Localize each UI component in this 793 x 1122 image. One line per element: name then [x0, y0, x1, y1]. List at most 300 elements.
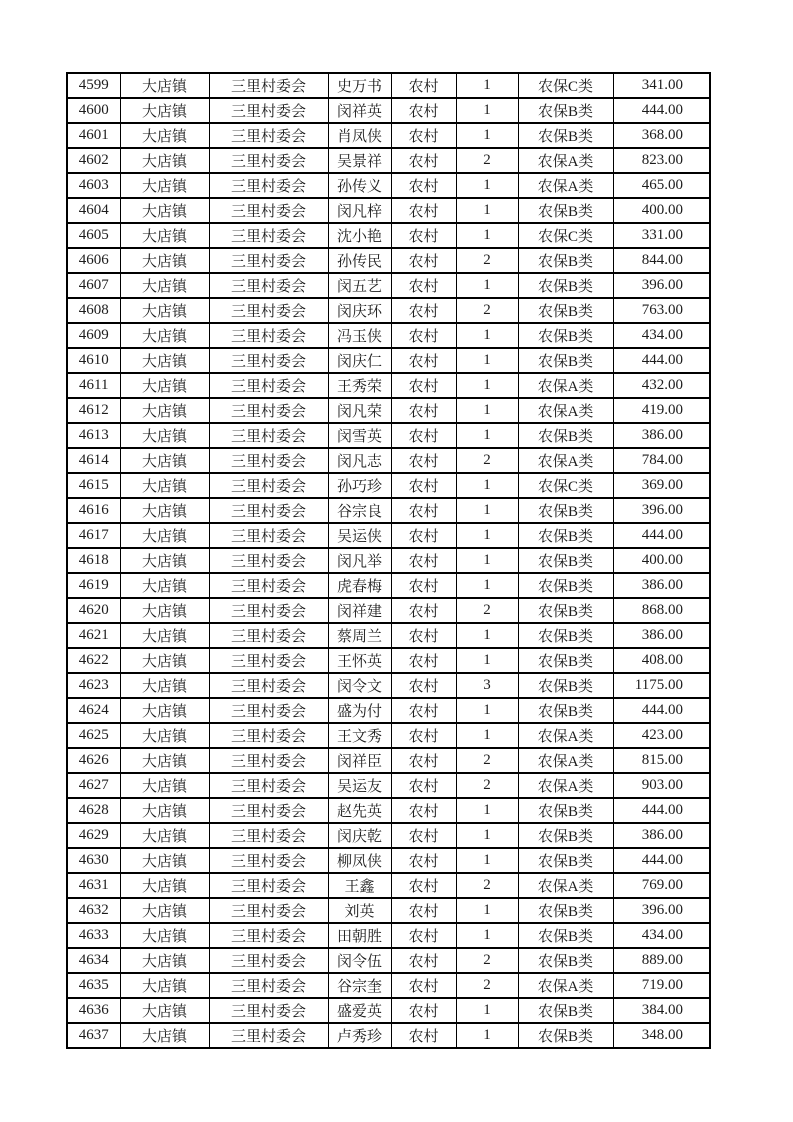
cell-amount: 784.00 — [613, 448, 710, 473]
table-row — [67, 73, 710, 98]
cell-person-count: 1 — [456, 798, 518, 823]
table-row — [67, 223, 710, 248]
cell-village-committee: 三里村委会 — [209, 373, 328, 398]
cell-town: 大店镇 — [120, 398, 209, 423]
cell-category: 农村 — [391, 923, 456, 948]
cell-category: 农村 — [391, 173, 456, 198]
cell-insurance-type: 农保B类 — [518, 98, 613, 123]
cell-village-committee: 三里村委会 — [209, 1023, 328, 1048]
cell-row-number: 4615 — [67, 473, 120, 498]
cell-person-name: 王文秀 — [328, 723, 391, 748]
cell-row-number: 4634 — [67, 948, 120, 973]
cell-person-name: 田朝胜 — [328, 923, 391, 948]
cell-town: 大店镇 — [120, 498, 209, 523]
cell-insurance-type: 农保B类 — [518, 498, 613, 523]
cell-category: 农村 — [391, 823, 456, 848]
cell-person-name: 卢秀珍 — [328, 1023, 391, 1048]
cell-village-committee: 三里村委会 — [209, 598, 328, 623]
table-row — [67, 898, 710, 923]
cell-category: 农村 — [391, 148, 456, 173]
table-row — [67, 948, 710, 973]
cell-person-name: 闵雪英 — [328, 423, 391, 448]
cell-person-count: 2 — [456, 748, 518, 773]
table-row — [67, 198, 710, 223]
table-row — [67, 773, 710, 798]
cell-row-number: 4602 — [67, 148, 120, 173]
table-row — [67, 298, 710, 323]
cell-amount: 386.00 — [613, 823, 710, 848]
cell-village-committee: 三里村委会 — [209, 223, 328, 248]
cell-category: 农村 — [391, 348, 456, 373]
cell-town: 大店镇 — [120, 548, 209, 573]
cell-amount: 444.00 — [613, 348, 710, 373]
cell-amount: 903.00 — [613, 773, 710, 798]
cell-person-count: 1 — [456, 698, 518, 723]
cell-amount: 763.00 — [613, 298, 710, 323]
cell-town: 大店镇 — [120, 373, 209, 398]
cell-person-count: 1 — [456, 998, 518, 1023]
cell-row-number: 4608 — [67, 298, 120, 323]
cell-person-name: 闵凡荣 — [328, 398, 391, 423]
cell-insurance-type: 农保A类 — [518, 973, 613, 998]
cell-person-name: 谷宗奎 — [328, 973, 391, 998]
cell-row-number: 4600 — [67, 98, 120, 123]
cell-town: 大店镇 — [120, 873, 209, 898]
cell-insurance-type: 农保B类 — [518, 273, 613, 298]
subsidy-table — [66, 72, 711, 1049]
cell-person-name: 赵先英 — [328, 798, 391, 823]
cell-town: 大店镇 — [120, 948, 209, 973]
cell-row-number: 4612 — [67, 398, 120, 423]
table-row — [67, 973, 710, 998]
cell-category: 农村 — [391, 73, 456, 98]
cell-row-number: 4613 — [67, 423, 120, 448]
table-row — [67, 448, 710, 473]
cell-amount: 1175.00 — [613, 673, 710, 698]
cell-person-name: 闵五艺 — [328, 273, 391, 298]
cell-village-committee: 三里村委会 — [209, 523, 328, 548]
cell-person-count: 1 — [456, 123, 518, 148]
table-row — [67, 648, 710, 673]
cell-category: 农村 — [391, 398, 456, 423]
cell-person-count: 1 — [456, 323, 518, 348]
cell-town: 大店镇 — [120, 723, 209, 748]
cell-insurance-type: 农保A类 — [518, 173, 613, 198]
cell-category: 农村 — [391, 473, 456, 498]
cell-amount: 419.00 — [613, 398, 710, 423]
cell-village-committee: 三里村委会 — [209, 548, 328, 573]
cell-person-name: 闵凡举 — [328, 548, 391, 573]
cell-person-count: 2 — [456, 598, 518, 623]
cell-row-number: 4628 — [67, 798, 120, 823]
cell-person-name: 吴运侠 — [328, 523, 391, 548]
cell-amount: 396.00 — [613, 273, 710, 298]
cell-insurance-type: 农保B类 — [518, 848, 613, 873]
cell-person-name: 孙传义 — [328, 173, 391, 198]
cell-category: 农村 — [391, 948, 456, 973]
cell-amount: 368.00 — [613, 123, 710, 148]
cell-row-number: 4624 — [67, 698, 120, 723]
cell-category: 农村 — [391, 523, 456, 548]
cell-amount: 465.00 — [613, 173, 710, 198]
cell-amount: 396.00 — [613, 898, 710, 923]
cell-row-number: 4625 — [67, 723, 120, 748]
cell-person-name: 闵凡梓 — [328, 198, 391, 223]
cell-insurance-type: 农保C类 — [518, 473, 613, 498]
cell-town: 大店镇 — [120, 198, 209, 223]
cell-town: 大店镇 — [120, 323, 209, 348]
table-row — [67, 348, 710, 373]
cell-person-name: 闵凡志 — [328, 448, 391, 473]
cell-row-number: 4605 — [67, 223, 120, 248]
cell-person-count: 1 — [456, 548, 518, 573]
cell-person-count: 1 — [456, 898, 518, 923]
cell-amount: 444.00 — [613, 798, 710, 823]
table-row — [67, 923, 710, 948]
cell-row-number: 4601 — [67, 123, 120, 148]
cell-person-count: 1 — [456, 273, 518, 298]
cell-category: 农村 — [391, 448, 456, 473]
cell-amount: 444.00 — [613, 98, 710, 123]
cell-town: 大店镇 — [120, 523, 209, 548]
table-row — [67, 473, 710, 498]
table-row — [67, 123, 710, 148]
table-row — [67, 323, 710, 348]
cell-person-name: 王怀英 — [328, 648, 391, 673]
cell-person-count: 1 — [456, 398, 518, 423]
cell-insurance-type: 农保B类 — [518, 923, 613, 948]
table-row — [67, 1023, 710, 1048]
cell-village-committee: 三里村委会 — [209, 323, 328, 348]
cell-village-committee: 三里村委会 — [209, 773, 328, 798]
cell-row-number: 4616 — [67, 498, 120, 523]
cell-amount: 331.00 — [613, 223, 710, 248]
cell-village-committee: 三里村委会 — [209, 198, 328, 223]
cell-person-name: 蔡周兰 — [328, 623, 391, 648]
cell-person-name: 王鑫 — [328, 873, 391, 898]
cell-insurance-type: 农保B类 — [518, 648, 613, 673]
cell-category: 农村 — [391, 548, 456, 573]
cell-person-count: 1 — [456, 98, 518, 123]
cell-town: 大店镇 — [120, 73, 209, 98]
cell-person-name: 盛爱英 — [328, 998, 391, 1023]
cell-person-count: 1 — [456, 223, 518, 248]
cell-amount: 815.00 — [613, 748, 710, 773]
cell-village-committee: 三里村委会 — [209, 673, 328, 698]
table-row — [67, 523, 710, 548]
cell-person-name: 闵庆仁 — [328, 348, 391, 373]
cell-person-name: 闵令文 — [328, 673, 391, 698]
cell-town: 大店镇 — [120, 223, 209, 248]
table-row — [67, 498, 710, 523]
table-row — [67, 823, 710, 848]
table-row — [67, 373, 710, 398]
cell-village-committee: 三里村委会 — [209, 748, 328, 773]
cell-person-count: 2 — [456, 448, 518, 473]
cell-town: 大店镇 — [120, 123, 209, 148]
cell-amount: 444.00 — [613, 848, 710, 873]
cell-person-count: 1 — [456, 1023, 518, 1048]
table-row — [67, 848, 710, 873]
cell-amount: 769.00 — [613, 873, 710, 898]
cell-insurance-type: 农保A类 — [518, 723, 613, 748]
cell-person-count: 2 — [456, 948, 518, 973]
cell-village-committee: 三里村委会 — [209, 348, 328, 373]
cell-category: 农村 — [391, 123, 456, 148]
cell-town: 大店镇 — [120, 923, 209, 948]
cell-person-count: 1 — [456, 723, 518, 748]
cell-person-count: 2 — [456, 148, 518, 173]
cell-village-committee: 三里村委会 — [209, 473, 328, 498]
cell-category: 农村 — [391, 498, 456, 523]
cell-person-name: 闵庆环 — [328, 298, 391, 323]
cell-insurance-type: 农保A类 — [518, 873, 613, 898]
cell-category: 农村 — [391, 973, 456, 998]
cell-insurance-type: 农保B类 — [518, 698, 613, 723]
cell-amount: 432.00 — [613, 373, 710, 398]
cell-amount: 444.00 — [613, 523, 710, 548]
table-row — [67, 248, 710, 273]
cell-person-count: 1 — [456, 848, 518, 873]
cell-row-number: 4635 — [67, 973, 120, 998]
cell-row-number: 4614 — [67, 448, 120, 473]
cell-insurance-type: 农保A类 — [518, 773, 613, 798]
cell-person-count: 1 — [456, 373, 518, 398]
cell-village-committee: 三里村委会 — [209, 298, 328, 323]
table-row — [67, 398, 710, 423]
cell-row-number: 4633 — [67, 923, 120, 948]
cell-category: 农村 — [391, 273, 456, 298]
cell-category: 农村 — [391, 998, 456, 1023]
cell-town: 大店镇 — [120, 998, 209, 1023]
cell-village-committee: 三里村委会 — [209, 973, 328, 998]
cell-person-count: 3 — [456, 673, 518, 698]
cell-amount: 823.00 — [613, 148, 710, 173]
cell-village-committee: 三里村委会 — [209, 423, 328, 448]
cell-village-committee: 三里村委会 — [209, 98, 328, 123]
cell-row-number: 4604 — [67, 198, 120, 223]
cell-amount: 386.00 — [613, 623, 710, 648]
cell-row-number: 4622 — [67, 648, 120, 673]
cell-village-committee: 三里村委会 — [209, 898, 328, 923]
cell-category: 农村 — [391, 873, 456, 898]
cell-person-name: 沈小艳 — [328, 223, 391, 248]
cell-insurance-type: 农保B类 — [518, 898, 613, 923]
cell-town: 大店镇 — [120, 298, 209, 323]
cell-person-name: 闵祥臣 — [328, 748, 391, 773]
table-row — [67, 873, 710, 898]
cell-village-committee: 三里村委会 — [209, 648, 328, 673]
cell-category: 农村 — [391, 298, 456, 323]
cell-insurance-type: 农保B类 — [518, 523, 613, 548]
cell-town: 大店镇 — [120, 448, 209, 473]
cell-person-name: 刘英 — [328, 898, 391, 923]
cell-village-committee: 三里村委会 — [209, 623, 328, 648]
cell-village-committee: 三里村委会 — [209, 148, 328, 173]
table-row — [67, 273, 710, 298]
cell-insurance-type: 农保C类 — [518, 223, 613, 248]
cell-insurance-type: 农保B类 — [518, 948, 613, 973]
cell-category: 农村 — [391, 198, 456, 223]
cell-insurance-type: 农保C类 — [518, 73, 613, 98]
cell-town: 大店镇 — [120, 573, 209, 598]
cell-insurance-type: 农保B类 — [518, 548, 613, 573]
cell-person-count: 1 — [456, 348, 518, 373]
cell-person-name: 柳凤侠 — [328, 848, 391, 873]
table-row — [67, 748, 710, 773]
cell-amount: 889.00 — [613, 948, 710, 973]
cell-category: 农村 — [391, 648, 456, 673]
cell-town: 大店镇 — [120, 973, 209, 998]
cell-insurance-type: 农保A类 — [518, 148, 613, 173]
cell-insurance-type: 农保B类 — [518, 823, 613, 848]
cell-insurance-type: 农保B类 — [518, 673, 613, 698]
table-row — [67, 548, 710, 573]
cell-person-name: 闵庆乾 — [328, 823, 391, 848]
cell-town: 大店镇 — [120, 623, 209, 648]
cell-category: 农村 — [391, 898, 456, 923]
cell-person-name: 闵祥英 — [328, 98, 391, 123]
cell-village-committee: 三里村委会 — [209, 873, 328, 898]
cell-category: 农村 — [391, 773, 456, 798]
table-row — [67, 148, 710, 173]
cell-insurance-type: 农保B类 — [518, 323, 613, 348]
cell-row-number: 4631 — [67, 873, 120, 898]
table-row — [67, 423, 710, 448]
cell-amount: 386.00 — [613, 423, 710, 448]
cell-insurance-type: 农保B类 — [518, 248, 613, 273]
cell-amount: 868.00 — [613, 598, 710, 623]
cell-insurance-type: 农保B类 — [518, 423, 613, 448]
cell-person-name: 冯玉侠 — [328, 323, 391, 348]
cell-row-number: 4637 — [67, 1023, 120, 1048]
cell-category: 农村 — [391, 748, 456, 773]
cell-row-number: 4617 — [67, 523, 120, 548]
cell-amount: 341.00 — [613, 73, 710, 98]
cell-category: 农村 — [391, 1023, 456, 1048]
cell-town: 大店镇 — [120, 148, 209, 173]
cell-village-committee: 三里村委会 — [209, 723, 328, 748]
cell-person-name: 盛为付 — [328, 698, 391, 723]
cell-row-number: 4609 — [67, 323, 120, 348]
cell-insurance-type: 农保A类 — [518, 398, 613, 423]
cell-village-committee: 三里村委会 — [209, 848, 328, 873]
cell-person-count: 1 — [456, 623, 518, 648]
cell-person-count: 1 — [456, 648, 518, 673]
cell-person-count: 1 — [456, 823, 518, 848]
cell-person-name: 孙巧珍 — [328, 473, 391, 498]
cell-person-count: 1 — [456, 198, 518, 223]
cell-village-committee: 三里村委会 — [209, 73, 328, 98]
cell-amount: 400.00 — [613, 548, 710, 573]
table-row — [67, 723, 710, 748]
cell-row-number: 4607 — [67, 273, 120, 298]
cell-row-number: 4611 — [67, 373, 120, 398]
cell-village-committee: 三里村委会 — [209, 498, 328, 523]
cell-village-committee: 三里村委会 — [209, 398, 328, 423]
cell-person-count: 2 — [456, 973, 518, 998]
table-row — [67, 98, 710, 123]
cell-village-committee: 三里村委会 — [209, 248, 328, 273]
cell-person-count: 1 — [456, 473, 518, 498]
cell-insurance-type: 农保B类 — [518, 123, 613, 148]
cell-person-name: 吴运友 — [328, 773, 391, 798]
cell-village-committee: 三里村委会 — [209, 948, 328, 973]
cell-insurance-type: 农保B类 — [518, 1023, 613, 1048]
cell-amount: 434.00 — [613, 923, 710, 948]
cell-category: 农村 — [391, 698, 456, 723]
cell-town: 大店镇 — [120, 473, 209, 498]
cell-insurance-type: 农保A类 — [518, 373, 613, 398]
cell-row-number: 4626 — [67, 748, 120, 773]
cell-amount: 384.00 — [613, 998, 710, 1023]
table-row — [67, 598, 710, 623]
table-row — [67, 698, 710, 723]
cell-town: 大店镇 — [120, 698, 209, 723]
cell-category: 农村 — [391, 573, 456, 598]
cell-row-number: 4627 — [67, 773, 120, 798]
cell-person-name: 闵令伍 — [328, 948, 391, 973]
cell-amount: 844.00 — [613, 248, 710, 273]
cell-insurance-type: 农保B类 — [518, 298, 613, 323]
cell-village-committee: 三里村委会 — [209, 698, 328, 723]
cell-town: 大店镇 — [120, 648, 209, 673]
cell-insurance-type: 农保B类 — [518, 798, 613, 823]
cell-insurance-type: 农保B类 — [518, 598, 613, 623]
cell-row-number: 4630 — [67, 848, 120, 873]
cell-row-number: 4603 — [67, 173, 120, 198]
cell-person-name: 王秀荣 — [328, 373, 391, 398]
cell-person-name: 孙传民 — [328, 248, 391, 273]
cell-amount: 444.00 — [613, 698, 710, 723]
cell-category: 农村 — [391, 248, 456, 273]
cell-amount: 408.00 — [613, 648, 710, 673]
cell-category: 农村 — [391, 223, 456, 248]
table-row — [67, 673, 710, 698]
cell-insurance-type: 农保A类 — [518, 748, 613, 773]
cell-village-committee: 三里村委会 — [209, 823, 328, 848]
cell-person-count: 1 — [456, 498, 518, 523]
cell-category: 农村 — [391, 373, 456, 398]
table-row — [67, 798, 710, 823]
cell-town: 大店镇 — [120, 823, 209, 848]
table-row — [67, 173, 710, 198]
cell-person-name: 虎春梅 — [328, 573, 391, 598]
cell-category: 农村 — [391, 423, 456, 448]
cell-village-committee: 三里村委会 — [209, 573, 328, 598]
table-row — [67, 623, 710, 648]
cell-person-count: 2 — [456, 873, 518, 898]
cell-category: 农村 — [391, 598, 456, 623]
cell-category: 农村 — [391, 98, 456, 123]
cell-amount: 386.00 — [613, 573, 710, 598]
cell-row-number: 4623 — [67, 673, 120, 698]
cell-person-count: 1 — [456, 423, 518, 448]
cell-insurance-type: 农保B类 — [518, 348, 613, 373]
cell-person-count: 1 — [456, 523, 518, 548]
cell-insurance-type: 农保B类 — [518, 623, 613, 648]
cell-row-number: 4636 — [67, 998, 120, 1023]
cell-insurance-type: 农保A类 — [518, 448, 613, 473]
cell-insurance-type: 农保B类 — [518, 198, 613, 223]
cell-amount: 369.00 — [613, 473, 710, 498]
cell-row-number: 4606 — [67, 248, 120, 273]
cell-village-committee: 三里村委会 — [209, 998, 328, 1023]
cell-person-count: 1 — [456, 173, 518, 198]
cell-town: 大店镇 — [120, 348, 209, 373]
cell-person-name: 谷宗良 — [328, 498, 391, 523]
cell-row-number: 4621 — [67, 623, 120, 648]
